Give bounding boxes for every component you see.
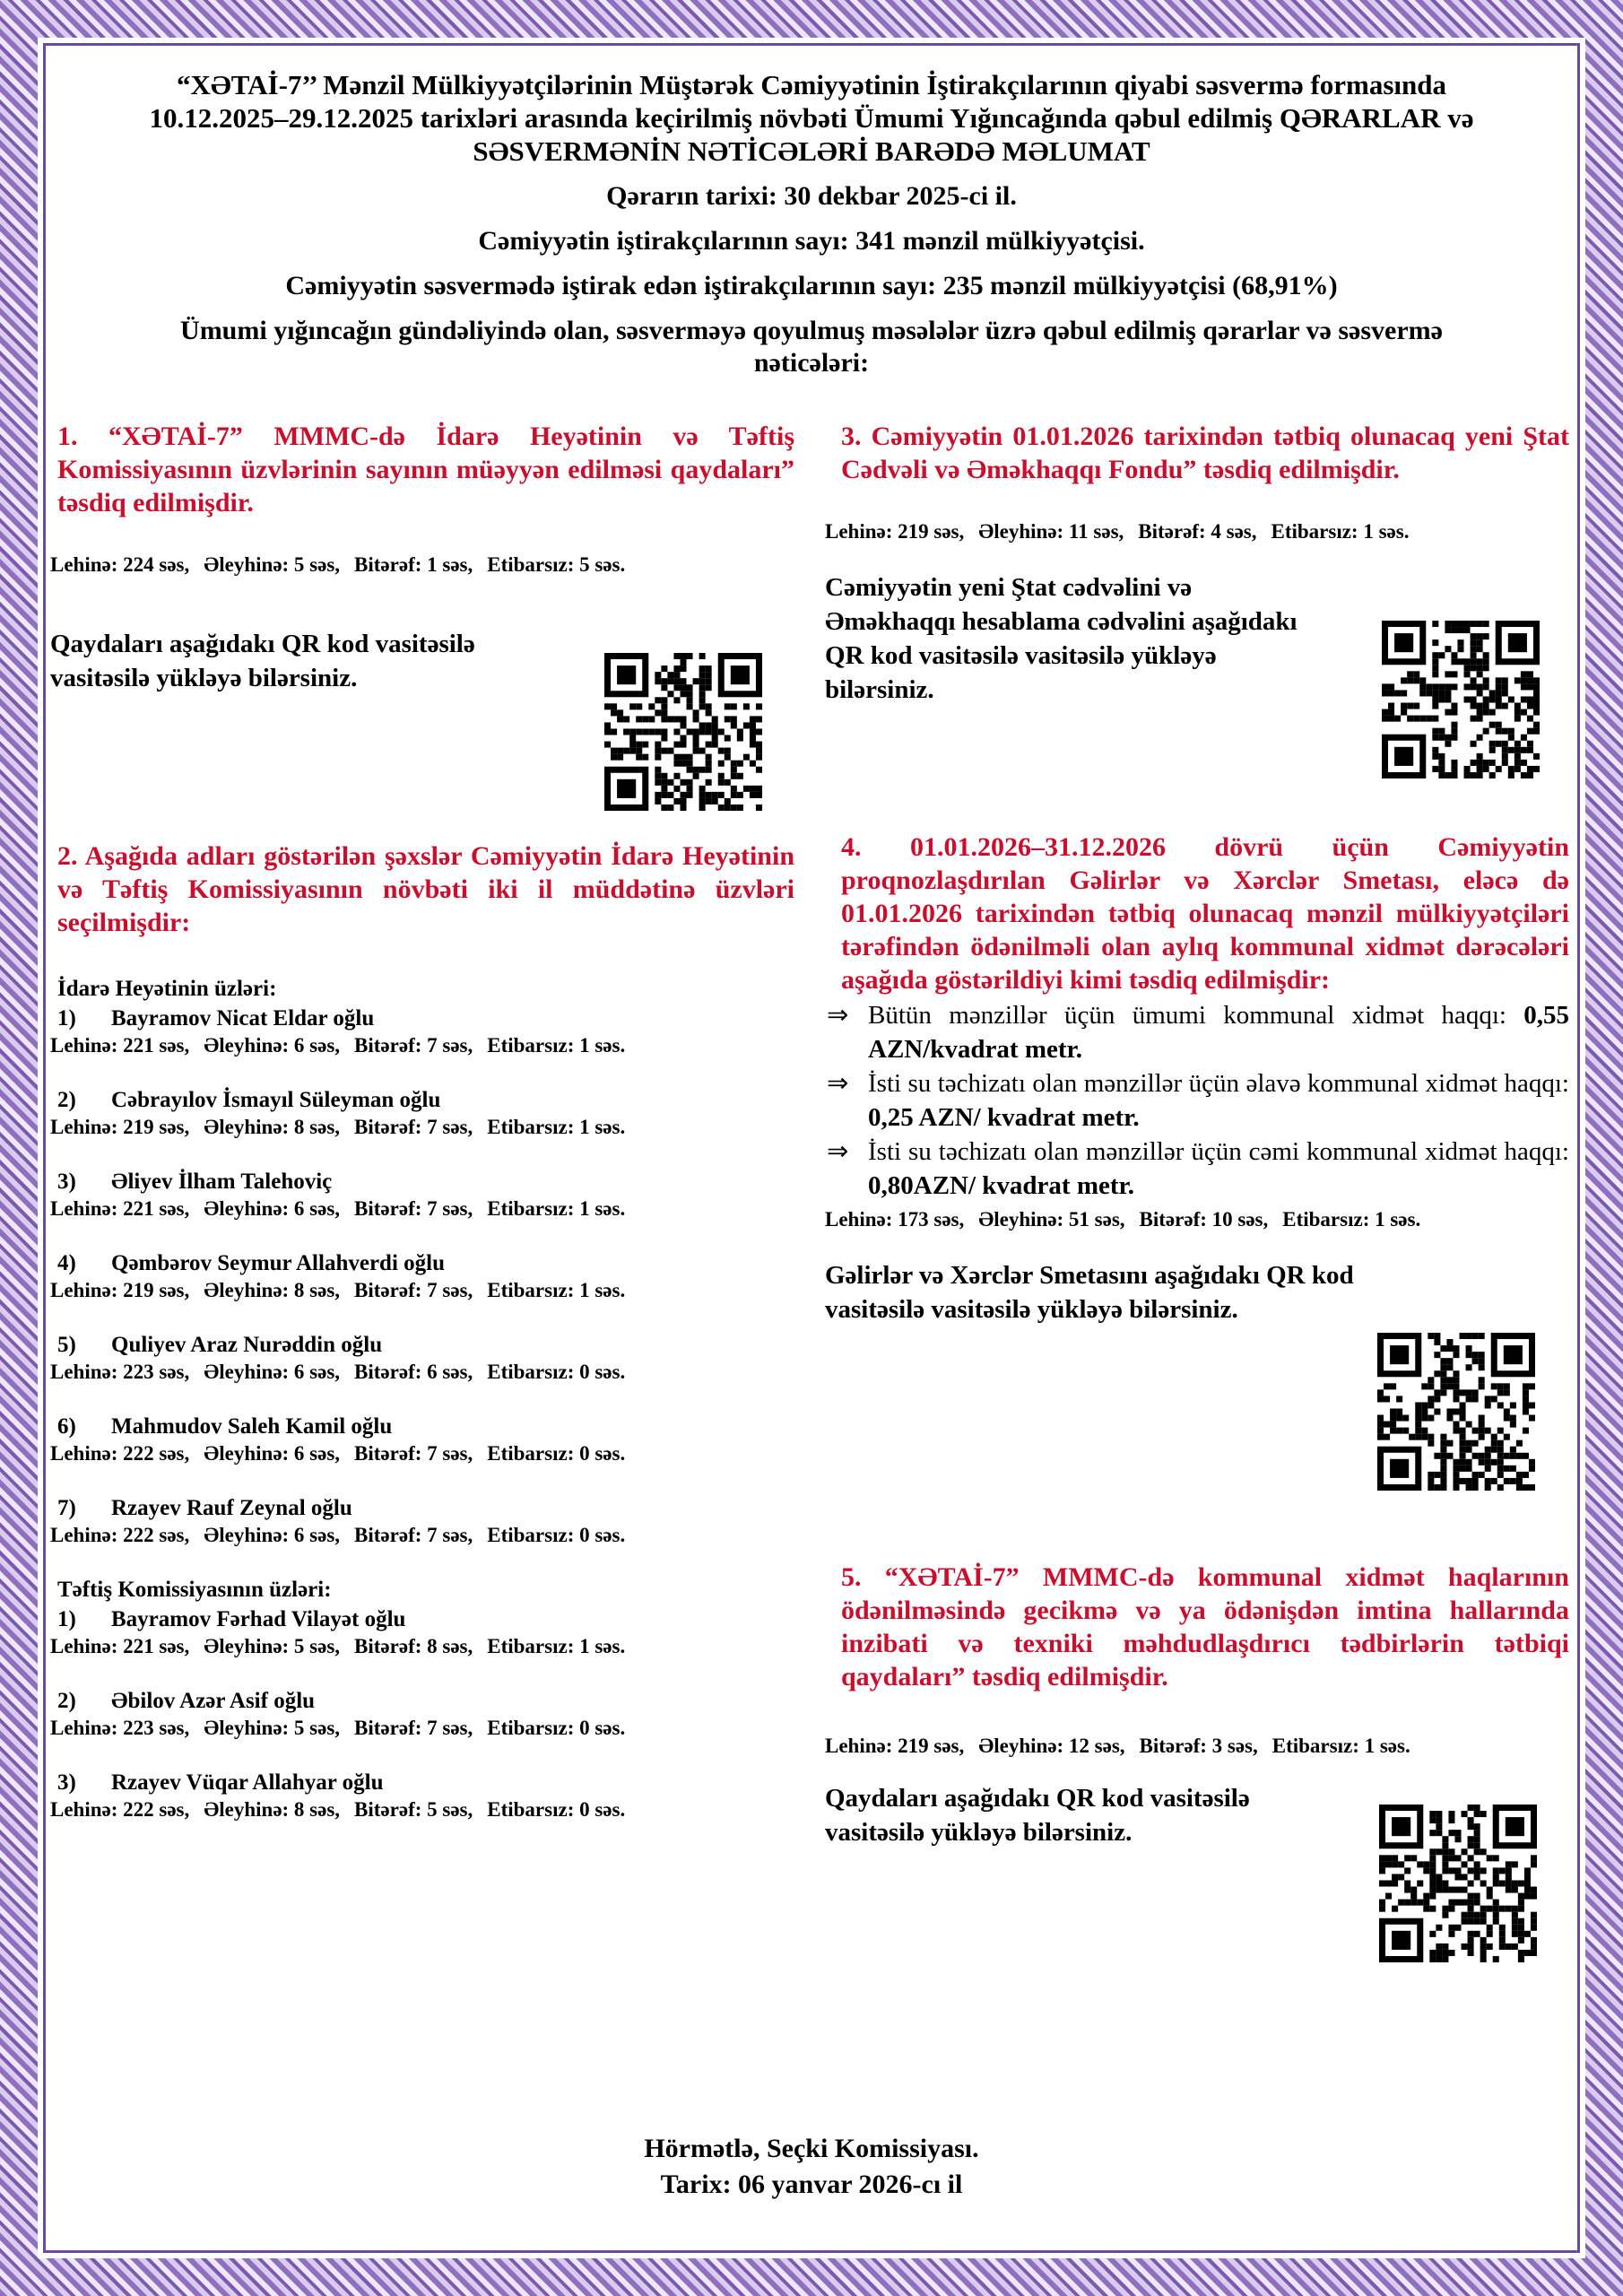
voters-count: Cəmiyyətin səsvermədə iştirak edən iştirakçılarının sayı: 235 mənzil mülkiyyətçisi (68,91%) xyxy=(285,271,1338,300)
member-name xyxy=(50,1769,794,1796)
item-4-title: 4. 01.01.2026–31.12.2026 dövrü üçün Cəmiyyətin proqnozlaşdırılan Gəlirlər və Xərclər Smetası, eləcə də 01.01.2026 tarixindən tətbiq olunacaq mənzil mülkiyyətçiləri tərəfindən ödənilməli olan aylıq kommunal xidmət dərəcələri aşağıda göstərildiyi kimi təsdiq edilmişdir: xyxy=(841,832,1569,995)
member-votes xyxy=(50,1196,794,1222)
vote-for: Lehinə: 222 səs, xyxy=(50,1524,190,1546)
vote-abstain: Bitərəf: 7 səs, xyxy=(354,1116,473,1138)
vote-against: Əleyhinə: 8 səs, xyxy=(204,1279,341,1301)
member-name xyxy=(50,1086,794,1114)
member-entry xyxy=(50,1687,794,1742)
qr-code-item-1[interactable] xyxy=(604,653,762,811)
arrow-icon: ⇒ xyxy=(827,1001,849,1030)
vote-against: Əleyhinə: 11 səs, xyxy=(978,520,1124,543)
member-entry xyxy=(50,1331,794,1386)
tariff-value: 0,55 AZN/kvadrat metr. xyxy=(868,1001,1570,1064)
item-3-votes xyxy=(825,518,1569,545)
vote-invalid: Etibarsız: 1 səs. xyxy=(1271,1735,1410,1757)
member-votes xyxy=(50,1633,794,1660)
vote-for: Lehinə: 219 səs, xyxy=(825,520,965,543)
member-entry xyxy=(50,1168,794,1222)
member-votes xyxy=(50,1277,794,1304)
vote-against: Əleyhinə: 6 səs, xyxy=(204,1197,341,1220)
agenda-line-1: Ümumi yığıncağın gündəliyində olan, səsverməyə qoyulmuş məsələlər üzrə qəbul edilmiş qərarlar və səsvermə xyxy=(180,316,1443,345)
item-5-qr-text: Qaydaları aşağıdakı QR kod vasitəsilə vasitəsilə yükləyə bilərsiniz. xyxy=(825,1784,1250,1847)
item-4 xyxy=(825,831,1569,1326)
vote-for: Lehinə: 221 səs, xyxy=(50,1635,190,1657)
vote-abstain: Bitərəf: 7 səs, xyxy=(354,1442,473,1465)
member-name-text: Quliyev Araz Nurəddin oğlu xyxy=(111,1333,383,1357)
title-line-3: SƏSVERMƏNİN NƏTİCƏLƏRİ BARƏDƏ MƏLUMAT xyxy=(473,135,1150,167)
board-members-list xyxy=(50,1004,794,1549)
agenda-intro xyxy=(50,315,1573,379)
member-name xyxy=(50,1004,794,1032)
member-name-text: Əliyev İlham Talehoviç xyxy=(111,1170,333,1194)
arrow-icon: ⇒ xyxy=(827,1069,849,1098)
vote-invalid: Etibarsız: 1 səs. xyxy=(487,1279,626,1301)
item-3-qr-text: Cəmiyyətin yeni Ştat cədvəlini və Əməkhaqqı hesablama cədvəlini aşağıdakı QR kod vasitəsilə vasitəsilə yükləyə bilərsiniz. xyxy=(825,573,1298,704)
qr-code-item-4[interactable] xyxy=(1377,1333,1535,1491)
member-entry xyxy=(50,1769,794,1823)
vote-against: Əleyhinə: 51 səs, xyxy=(978,1208,1125,1231)
member-number: 1) xyxy=(57,1607,76,1631)
member-name xyxy=(50,1605,794,1633)
member-name-text: Cəbrayılov İsmayıl Süleyman oğlu xyxy=(111,1088,441,1112)
vote-for: Lehinə: 173 səs, xyxy=(825,1208,965,1231)
item-3-title: 3. Cəmiyyətin 01.01.2026 tarixindən tətbiq olunacaq yeni Ştat Cədvəli və Əməkhaqqı Fondu” təsdiq edilmişdir. xyxy=(841,422,1569,484)
vote-for: Lehinə: 223 səs, xyxy=(50,1717,190,1739)
tariff-value: 0,25 AZN/ kvadrat metr. xyxy=(868,1103,1140,1132)
vote-abstain: Bitərəf: 10 səs, xyxy=(1139,1208,1269,1231)
vote-abstain: Bitərəf: 7 səs, xyxy=(354,1197,473,1220)
vote-for: Lehinə: 219 səs, xyxy=(50,1116,190,1138)
vote-invalid: Etibarsız: 5 səs. xyxy=(487,553,626,576)
header xyxy=(50,68,1573,379)
member-number: 6) xyxy=(57,1414,76,1439)
tariff-item xyxy=(825,998,1569,1066)
vote-against: Əleyhinə: 6 səs, xyxy=(204,1442,341,1465)
member-entry xyxy=(50,1249,794,1304)
vote-invalid: Etibarsız: 0 səs. xyxy=(487,1361,626,1383)
member-name-text: Rzayev Rauf Zeynal oğlu xyxy=(111,1496,352,1520)
vote-invalid: Etibarsız: 1 səs. xyxy=(1271,520,1410,543)
vote-invalid: Etibarsız: 0 səs. xyxy=(487,1717,626,1739)
vote-against: Əleyhinə: 6 səs, xyxy=(204,1034,341,1057)
qr-code-item-5[interactable] xyxy=(1379,1805,1537,1962)
vote-for: Lehinə: 223 səs, xyxy=(50,1361,190,1383)
vote-abstain: Bitərəf: 7 səs, xyxy=(354,1717,473,1739)
member-number: 2) xyxy=(57,1088,76,1112)
vote-against: Əleyhinə: 8 səs, xyxy=(204,1798,341,1821)
qr-code-item-3[interactable] xyxy=(1382,621,1540,778)
vote-invalid: Etibarsız: 1 səs. xyxy=(487,1635,626,1657)
vote-for: Lehinə: 224 səs, xyxy=(50,553,190,576)
vote-against: Əleyhinə: 5 səs, xyxy=(204,1635,341,1657)
tariff-item xyxy=(825,1135,1569,1203)
footer xyxy=(50,2131,1573,2203)
vote-invalid: Etibarsız: 0 səs. xyxy=(487,1798,626,1821)
audit-heading: Təftiş Komissiyasının üzləri: xyxy=(57,1578,332,1602)
vote-abstain: Bitərəf: 1 səs, xyxy=(354,553,473,576)
vote-for: Lehinə: 219 səs, xyxy=(825,1735,965,1757)
title-line-1: “XƏTAİ-7’’ Mənzil Mülkiyyətçilərinin Müştərək Cəmiyyətinin İştirakçılarının qiyabi səsvermə formasında xyxy=(176,69,1447,100)
vote-invalid: Etibarsız: 0 səs. xyxy=(487,1524,626,1546)
member-votes xyxy=(50,1032,794,1059)
vote-against: Əleyhinə: 12 səs, xyxy=(978,1735,1125,1757)
vote-for: Lehinə: 219 səs, xyxy=(50,1279,190,1301)
member-name-text: Qəmbərov Seymur Allahverdi oğlu xyxy=(111,1251,445,1275)
member-name xyxy=(50,1331,794,1359)
vote-for: Lehinə: 222 səs, xyxy=(50,1442,190,1465)
title-line-2: 10.12.2025–29.12.2025 tarixləri arasında keçirilmiş növbəti Ümumi Yığıncağında qəbul edilmiş QƏRARLAR və xyxy=(149,102,1474,134)
item-1-title: 1. “XƏTAİ-7” MMMC-də İdarə Heyətinin və Təftiş Komissiyasının üzvlərinin sayının müəyyən edilməsi qaydaları” təsdiq edilmişdir. xyxy=(57,422,794,517)
item-5-votes xyxy=(825,1733,1569,1760)
vote-invalid: Etibarsız: 0 səs. xyxy=(487,1442,626,1465)
vote-abstain: Bitərəf: 4 səs, xyxy=(1138,520,1257,543)
item-5-title: 5. “XƏTAİ-7” MMMC-də kommunal xidmət haqlarının ödənilməsində gecikmə və ya ödənişdən imtina hallarında inzibati və texniki məhdudlaşdırıcı tədbirlərin tətbiqi qaydaları” təsdiq edilmişdir. xyxy=(841,1562,1569,1692)
item-4-qr-text: Gəlirlər və Xərclər Smetasını aşağıdakı QR kod vasitəsilə vasitəsilə yükləyə bilərsiniz. xyxy=(825,1261,1354,1324)
member-entry xyxy=(50,1605,794,1660)
member-votes xyxy=(50,1359,794,1386)
member-votes xyxy=(50,1522,794,1549)
item-1-qr-text: Qaydaları aşağıdakı QR kod vasitəsilə vasitəsilə yükləyə bilərsiniz. xyxy=(50,630,475,692)
member-name-text: Əbilov Azər Asif oğlu xyxy=(111,1689,316,1713)
vote-abstain: Bitərəf: 7 səs, xyxy=(354,1279,473,1301)
vote-invalid: Etibarsız: 1 səs. xyxy=(1282,1208,1421,1231)
vote-abstain: Bitərəf: 7 səs, xyxy=(354,1524,473,1546)
vote-abstain: Bitərəf: 3 səs, xyxy=(1139,1735,1258,1757)
signature: Hörmətlə, Seçki Komissiyası. xyxy=(644,2134,979,2163)
vote-for: Lehinə: 221 səs, xyxy=(50,1034,190,1057)
member-votes xyxy=(50,1114,794,1141)
vote-against: Əleyhinə: 6 səs, xyxy=(204,1361,341,1383)
member-name-text: Rzayev Vüqar Allahyar oğlu xyxy=(111,1770,384,1795)
member-name xyxy=(50,1168,794,1196)
tariff-value: 0,80AZN/ kvadrat metr. xyxy=(868,1171,1134,1200)
member-votes xyxy=(50,1796,794,1823)
member-name-text: Bayramov Nicat Eldar oğlu xyxy=(111,1006,375,1031)
item-4-votes xyxy=(825,1206,1569,1233)
tariff-text: İsti su təchizatı olan mənzillər üçün cəmi kommunal xidmət haqqı: xyxy=(868,1137,1569,1166)
vote-against: Əleyhinə: 8 səs, xyxy=(204,1116,341,1138)
footer-date: Tarix: 06 yanvar 2026-cı il xyxy=(660,2170,963,2199)
board-heading: İdarə Heyətinin üzləri: xyxy=(57,977,277,1001)
tariff-item xyxy=(825,1066,1569,1135)
tariff-list xyxy=(825,998,1569,1203)
vote-against: Əleyhinə: 5 səs, xyxy=(204,1717,341,1739)
member-number: 4) xyxy=(57,1251,76,1275)
vote-for: Lehinə: 221 səs, xyxy=(50,1197,190,1220)
member-votes xyxy=(50,1440,794,1467)
member-name xyxy=(50,1687,794,1715)
tariff-text: Bütün mənzillər üçün ümumi kommunal xidmət haqqı: xyxy=(868,1001,1506,1030)
tariff-text: İsti su təchizatı olan mənzillər üçün əlavə kommunal xidmət haqqı: xyxy=(868,1069,1569,1098)
participants-count: Cəmiyyətin iştirakçılarının sayı: 341 mənzil mülkiyyətçisi. xyxy=(478,226,1145,256)
decision-date: Qərarın tarixi: 30 dekbar 2025-ci il. xyxy=(606,181,1017,211)
member-name-text: Bayramov Fərhad Vilayət oğlu xyxy=(111,1607,406,1631)
member-entry xyxy=(50,1494,794,1549)
member-entry xyxy=(50,1413,794,1467)
member-number: 2) xyxy=(57,1689,76,1713)
vote-against: Əleyhinə: 5 səs, xyxy=(204,553,341,576)
arrow-icon: ⇒ xyxy=(827,1137,849,1166)
item-2 xyxy=(50,839,794,1823)
member-name xyxy=(50,1494,794,1522)
agenda-line-2: nəticələri: xyxy=(753,348,870,378)
member-name xyxy=(50,1249,794,1277)
vote-against: Əleyhinə: 6 səs, xyxy=(204,1524,341,1546)
vote-abstain: Bitərəf: 8 səs, xyxy=(354,1635,473,1657)
audit-members-list xyxy=(50,1605,794,1823)
vote-for: Lehinə: 222 səs, xyxy=(50,1798,190,1821)
member-entry xyxy=(50,1004,794,1059)
vote-invalid: Etibarsız: 1 səs. xyxy=(487,1034,626,1057)
member-entry xyxy=(50,1086,794,1141)
notice-page xyxy=(50,50,1573,2246)
item-2-title: 2. Aşağıda adları göstərilən şəxslər Cəmiyyətin İdarə Heyətinin və Təftiş Komissiyasının növbəti iki il müddətinə üzvləri seçilmişdir: xyxy=(57,841,794,937)
vote-invalid: Etibarsız: 1 səs. xyxy=(487,1197,626,1220)
member-number: 1) xyxy=(57,1006,76,1031)
item-1-votes xyxy=(50,552,794,578)
vote-abstain: Bitərəf: 7 səs, xyxy=(354,1034,473,1057)
member-number: 7) xyxy=(57,1496,76,1520)
member-votes xyxy=(50,1715,794,1742)
member-number: 3) xyxy=(57,1770,76,1795)
member-number: 5) xyxy=(57,1333,76,1357)
vote-abstain: Bitərəf: 6 səs, xyxy=(354,1361,473,1383)
member-name xyxy=(50,1413,794,1440)
vote-invalid: Etibarsız: 1 səs. xyxy=(487,1116,626,1138)
member-name-text: Mahmudov Saleh Kamil oğlu xyxy=(111,1414,393,1439)
member-number: 3) xyxy=(57,1170,76,1194)
vote-abstain: Bitərəf: 5 səs, xyxy=(354,1798,473,1821)
